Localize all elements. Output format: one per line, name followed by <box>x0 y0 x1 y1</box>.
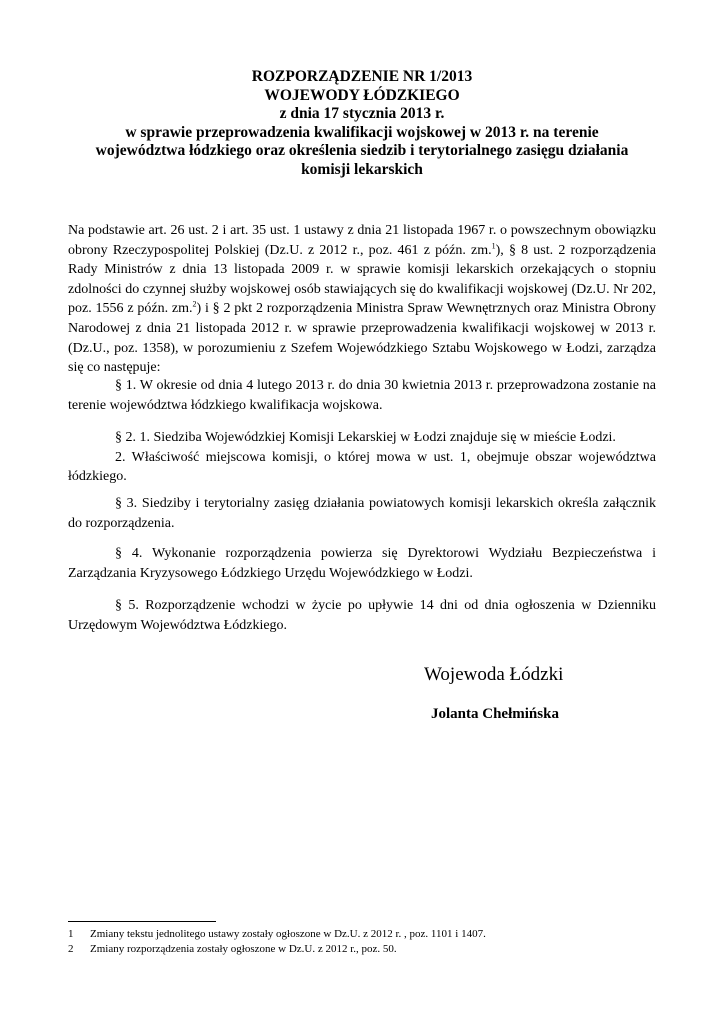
footnote-text: Zmiany tekstu jednolitego ustawy zostały ogłoszone w Dz.U. z 2012 r. , poz. 1101 i 1407. <box>90 928 486 940</box>
footnote-number: 1 <box>68 928 74 940</box>
footnote-ref-1: 1 <box>491 240 496 250</box>
section-2-point-1: § 2. 1. Siedziba Wojewódzkiej Komisji Lekarskiej w Łodzi znajduje się w mieście Łodzi. <box>115 430 616 445</box>
footnote-number: 2 <box>68 942 74 955</box>
signature-name: Jolanta Chełmińska <box>431 706 559 722</box>
footnote-text: Zmiany rozporządzenia zostały ogłoszone w Dz.U. z 2012 r., poz. 50. <box>90 942 397 955</box>
title-line-subject-3: komisji lekarskich <box>301 160 423 178</box>
legal-basis-text-3: ) i § 2 pkt 2 rozporządzenia Ministra Spraw Wewnętrznych oraz Ministra Obrony Narodowej z dnia 21 listopada 2012 r. w sprawie przeprowadzenia kwalifikacji wojskowej w 2013 r. (Dz.U., poz. 1358), w porozumieniu z Szefem Wojewódzkiego Sztabu Wojskowego w Łodzi, zarządza się co następuje: <box>68 301 656 376</box>
title-line-regulation-number: ROZPORZĄDZENIE NR 1/2013 <box>251 68 473 85</box>
section-2-point-2: 2. Właściwość miejscowa komisji, o której mowa w ust. 1, obejmuje obszar województwa łódzkiego. <box>68 449 656 485</box>
section-1: § 1. W okresie od dnia 4 lutego 2013 r. do dnia 30 kwietnia 2013 r. przeprowadzona zostanie na terenie województwa łódzkiego kwalifikacja wojskowa. <box>68 378 656 413</box>
section-5: § 5. Rozporządzenie wchodzi w życie po upływie 14 dni od dnia ogłoszenia w Dzienniku Urzędowym Województwa Łódzkiego. <box>68 598 656 633</box>
signature-title: Wojewoda Łódzki <box>424 664 564 685</box>
legal-basis-text-2: ), § 8 ust. 2 rozporządzenia Rady Ministrów z dnia 13 listopada 2009 r. w sprawie komisji lekarskich orzekających o stopniu zdolności do czynnej służby wojskowej osób stawiających się do kwalifikacji wojskowej (Dz.U. Nr 202, poz. 1556 z późn. zm. <box>68 242 656 317</box>
title-line-issuer: WOJEWODY ŁÓDZKIEGO <box>264 86 460 104</box>
section-2 <box>68 428 656 487</box>
footnote <box>68 927 656 942</box>
footnotes <box>68 927 656 956</box>
title-line-date: z dnia 17 stycznia 2013 r. <box>279 105 445 123</box>
document-title <box>60 68 664 180</box>
section-4: § 4. Wykonanie rozporządzenia powierza się Dyrektorowi Wydziału Bezpieczeństwa i Zarządzania Kryzysowego Łódzkiego Urzędu Wojewódzkiego w Łodzi. <box>68 546 656 581</box>
section-3: § 3. Siedziby i terytorialny zasięg działania powiatowych komisji lekarskich określa załącznik do rozporządzenia. <box>68 496 656 531</box>
title-line-subject-1: w sprawie przeprowadzenia kwalifikacji wojskowej w 2013 r. na terenie <box>125 123 599 141</box>
legal-basis-text-1: Na podstawie art. 26 ust. 2 i art. 35 ust. 1 ustawy z dnia 21 listopada 1967 r. o powszechnym obowiązku obrony Rzeczypospolitej Polskiej (Dz.U. z 2012 r., poz. 461 z późn. zm. <box>68 223 656 258</box>
title-line-subject-2: województwa łódzkiego oraz określenia siedzib i terytorialnego zasięgu działania <box>95 142 629 160</box>
footnote-ref-2: 2 <box>192 299 197 309</box>
footnote <box>68 942 656 957</box>
footnote-divider <box>68 921 216 922</box>
legal-basis-paragraph <box>68 221 656 378</box>
